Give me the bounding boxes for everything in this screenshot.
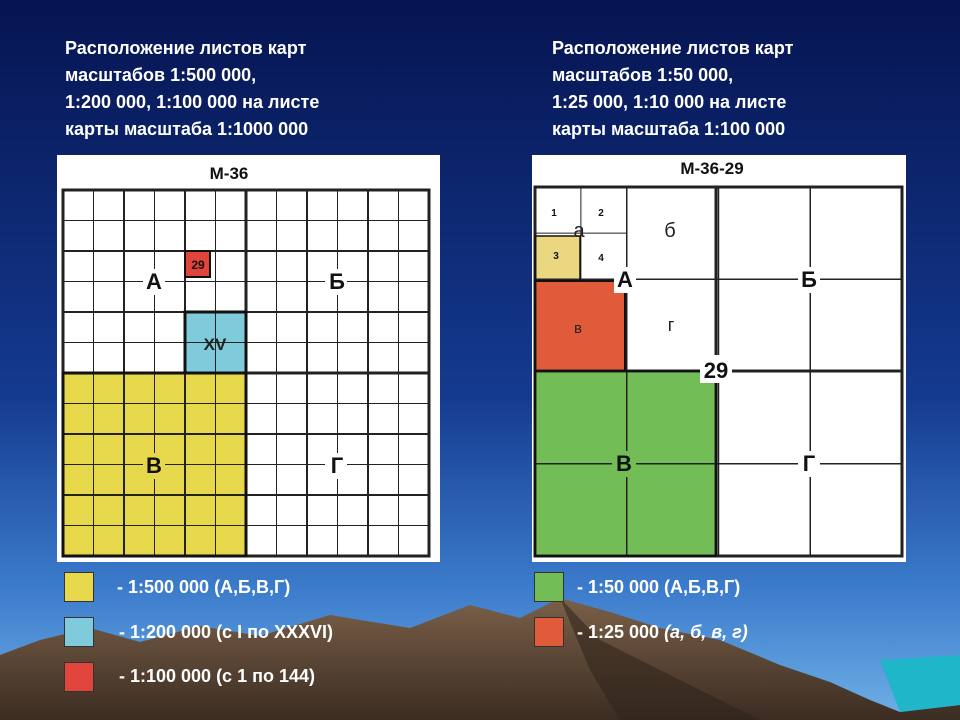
right-title [552, 35, 793, 143]
legend-label-500k: - 1:500 000 (А,Б,В,Г) [117, 577, 291, 597]
subsheet-1-label: 1 [551, 208, 557, 219]
left-quadrant-g: Г [330, 453, 344, 478]
left-sheet-label: М-36 [209, 164, 249, 183]
subsheet-3-label: 3 [553, 251, 559, 262]
right-quadrant-v: В [616, 451, 632, 476]
left-map-panel [57, 155, 440, 562]
legend-label-25k [577, 622, 748, 643]
left-title-line: карты масштаба 1:1000 000 [65, 119, 309, 139]
right-title-line: 1:25 000, 1:10 000 на листе [552, 92, 787, 112]
right-quadrant-a: А [617, 267, 633, 292]
left-title-line: масштабов 1:500 000, [65, 65, 257, 85]
legend-label-50k: - 1:50 000 (А,Б,В,Г) [577, 577, 741, 597]
right-map-panel [532, 155, 906, 562]
legend-swatch-500k [64, 572, 94, 602]
right-title-line: карты масштаба 1:100 000 [552, 119, 786, 139]
legend-label-200k: - 1:200 000 (с I по XXXVI) [119, 622, 333, 642]
subsheet-a-label: а [573, 220, 585, 242]
legend-swatch-50k [534, 572, 564, 602]
legend-label-25k-main: - 1:25 000 [577, 622, 665, 642]
left-map-diagram [57, 155, 440, 562]
legend-swatch-200k [64, 617, 94, 647]
subsheet-v-label: в [574, 320, 582, 337]
legend-label-100k: - 1:100 000 (с 1 по 144) [119, 666, 315, 686]
right-title-line: масштабов 1:50 000, [552, 65, 734, 85]
left-quadrant-b: Б [329, 269, 345, 294]
subsheet-g-label: г [667, 315, 675, 335]
legend-swatch-25k [534, 617, 564, 647]
right-sheet-label: М-36-29 [680, 159, 744, 178]
right-quadrant-g: Г [802, 451, 816, 476]
sheet-200k-label: XV [203, 335, 227, 354]
subsheet-2-label: 2 [598, 208, 604, 219]
left-title [65, 35, 319, 143]
subsheet-4-label: 4 [598, 253, 604, 264]
legend-swatch-100k [64, 662, 94, 692]
right-title-line: Расположение листов карт [552, 38, 794, 58]
left-quadrant-v: В [146, 453, 162, 478]
left-quadrant-a: А [146, 269, 162, 294]
left-title-line: 1:200 000, 1:100 000 на листе [65, 92, 320, 112]
left-title-line: Расположение листов карт [65, 38, 307, 58]
center-number-label: 29 [703, 358, 729, 383]
subsheet-b-label: б [664, 220, 676, 242]
right-quadrant-b: Б [801, 267, 817, 292]
right-map-diagram [532, 155, 906, 562]
sheet-100k-label: 29 [191, 258, 205, 272]
legend-label-25k-italic: (а, б, в, г) [664, 622, 748, 642]
